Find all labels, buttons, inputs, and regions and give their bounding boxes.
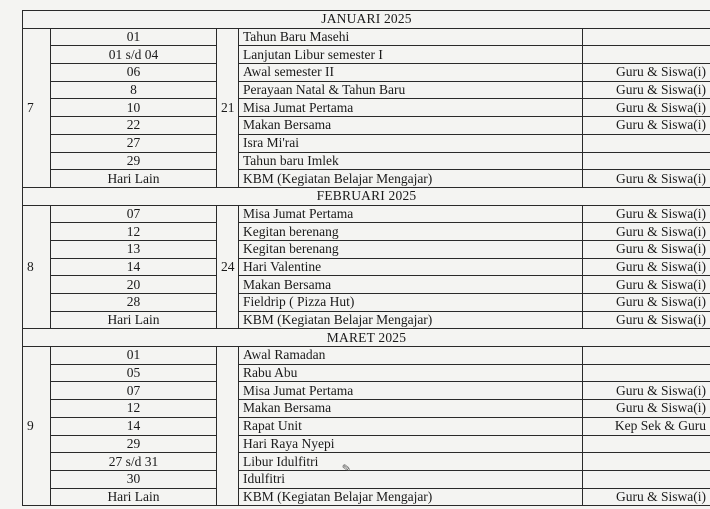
event-participants: Guru & Siswa(i) [583,117,710,135]
table-row [23,382,710,400]
table-row [23,134,710,152]
month-header-row [23,187,710,205]
event-participants [583,470,710,488]
event-participants [583,453,710,471]
event-name: Lanjutan Libur semester I [239,46,583,64]
event-date: 12 [51,400,217,418]
event-participants: Guru & Siswa(i) [583,311,710,329]
month-title: MARET 2025 [23,329,710,347]
week-number: 7 [23,28,51,187]
event-participants [583,134,710,152]
table-row [23,170,710,188]
table-row [23,470,710,488]
event-name: Tahun Baru Masehi [239,28,583,46]
table-row [23,400,710,418]
event-date: 27 [51,134,217,152]
table-row [23,435,710,453]
event-date: 22 [51,117,217,135]
table-row [23,311,710,329]
effective-days: 24 [217,205,239,329]
effective-days [217,347,239,506]
event-date: 30 [51,470,217,488]
table-row [23,276,710,294]
event-participants: Guru & Siswa(i) [583,99,710,117]
table-row [23,258,710,276]
event-date: 29 [51,152,217,170]
month-title: JANUARI 2025 [23,11,710,29]
event-date: Hari Lain [51,488,217,506]
event-name: Tahun baru Imlek [239,152,583,170]
event-name: KBM (Kegiatan Belajar Mengajar) [239,488,583,506]
month-header-row [23,11,710,29]
event-name: Perayaan Natal & Tahun Baru [239,81,583,99]
event-name: Misa Jumat Pertama [239,99,583,117]
event-name: Rabu Abu [239,364,583,382]
event-name: KBM (Kegiatan Belajar Mengajar) [239,170,583,188]
event-participants: Guru & Siswa(i) [583,258,710,276]
table-row [23,99,710,117]
event-participants: Guru & Siswa(i) [583,64,710,82]
event-participants: Guru & Siswa(i) [583,382,710,400]
table-row [23,240,710,258]
event-participants: Guru & Siswa(i) [583,170,710,188]
event-date: 20 [51,276,217,294]
event-name: Makan Bersama [239,276,583,294]
event-date: 8 [51,81,217,99]
event-participants: Guru & Siswa(i) [583,81,710,99]
calendar-body [23,11,710,506]
event-date: 14 [51,417,217,435]
table-row [23,347,710,365]
table-row [23,364,710,382]
event-name: Libur Idulfitri [239,453,583,471]
event-participants [583,46,710,64]
table-row [23,81,710,99]
event-name: Makan Bersama [239,117,583,135]
event-date: 28 [51,294,217,312]
event-date: 07 [51,382,217,400]
event-participants [583,364,710,382]
event-date: 01 s/d 04 [51,46,217,64]
week-number: 9 [23,347,51,506]
table-row [23,223,710,241]
week-number: 8 [23,205,51,329]
event-name: Fieldrip ( Pizza Hut) [239,294,583,312]
event-date: 01 [51,347,217,365]
table-row [23,117,710,135]
table-row [23,152,710,170]
month-header-row [23,329,710,347]
event-name: Rapat Unit [239,417,583,435]
event-participants [583,347,710,365]
event-name: Misa Jumat Pertama [239,205,583,223]
table-row [23,417,710,435]
event-participants: Guru & Siswa(i) [583,294,710,312]
event-date: 29 [51,435,217,453]
event-participants: Guru & Siswa(i) [583,205,710,223]
academic-calendar-table [22,10,710,506]
event-date: 10 [51,99,217,117]
table-row [23,46,710,64]
event-participants: Guru & Siswa(i) [583,400,710,418]
event-participants [583,435,710,453]
effective-days: 21 [217,28,239,187]
event-name: Misa Jumat Pertama [239,382,583,400]
event-date: 27 s/d 31 [51,453,217,471]
table-row [23,28,710,46]
month-title: FEBRUARI 2025 [23,187,710,205]
event-date: 05 [51,364,217,382]
event-name: Hari Raya Nyepi [239,435,583,453]
event-participants [583,28,710,46]
table-row [23,294,710,312]
event-name: Hari Valentine [239,258,583,276]
event-name: Awal Ramadan [239,347,583,365]
event-name: Makan Bersama [239,400,583,418]
event-participants [583,152,710,170]
event-name: Kegitan berenang [239,223,583,241]
event-date: 01 [51,28,217,46]
event-date: 13 [51,240,217,258]
event-name: Kegitan berenang [239,240,583,258]
table-row [23,64,710,82]
event-participants: Guru & Siswa(i) [583,223,710,241]
event-date: Hari Lain [51,311,217,329]
event-participants: Guru & Siswa(i) [583,276,710,294]
event-date: 14 [51,258,217,276]
event-name: Awal semester II [239,64,583,82]
event-date: Hari Lain [51,170,217,188]
event-date: 12 [51,223,217,241]
event-date: 07 [51,205,217,223]
event-name: Idulfitri [239,470,583,488]
event-name: KBM (Kegiatan Belajar Mengajar) [239,311,583,329]
event-name: Isra Mi'rai [239,134,583,152]
pen-mark: ✎ [341,462,353,476]
event-participants: Kep Sek & Guru [583,417,710,435]
table-row [23,453,710,471]
table-row [23,205,710,223]
event-participants: Guru & Siswa(i) [583,488,710,506]
event-participants: Guru & Siswa(i) [583,240,710,258]
table-row [23,488,710,506]
event-date: 06 [51,64,217,82]
